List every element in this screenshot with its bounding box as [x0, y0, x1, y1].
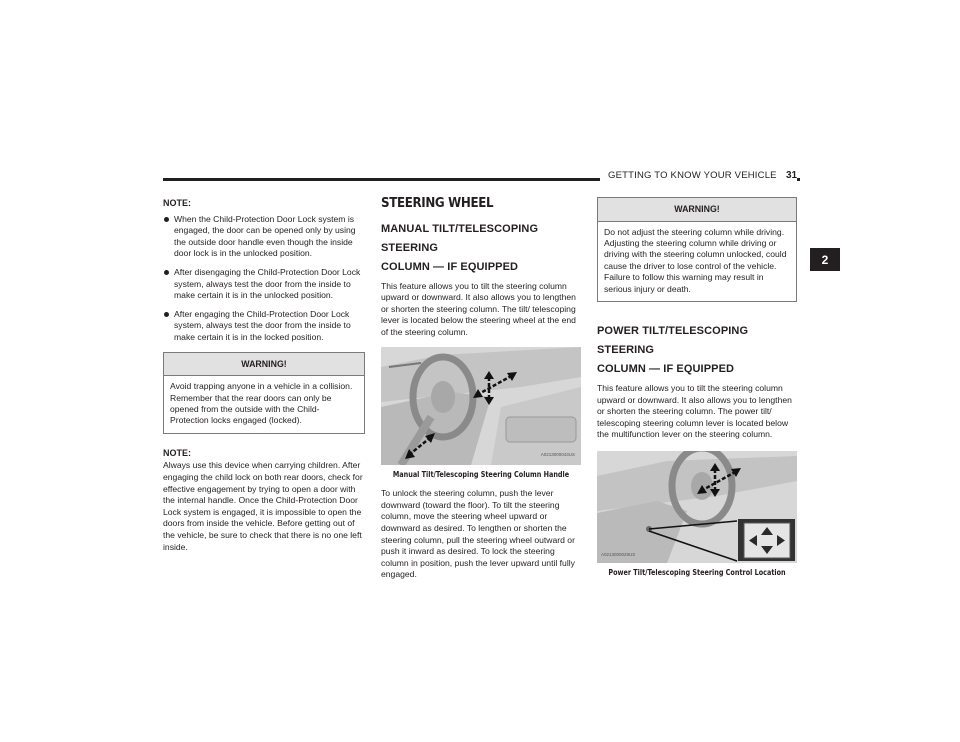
note-label: NOTE: — [163, 198, 191, 208]
subsection-title-line: MANUAL TILT/TELESCOPING STEERING — [381, 222, 539, 254]
subsection-title-power — [597, 322, 797, 379]
chapter-tab[interactable]: 2 — [810, 248, 840, 271]
warning-box-steering — [597, 197, 797, 302]
section-title: STEERING WHEEL — [381, 195, 494, 211]
subsection-title-line: COLUMN — IF EQUIPPED — [597, 363, 735, 376]
figure-code: A0213000043US — [540, 451, 575, 457]
figure-caption: Manual Tilt/Telescoping Steering Column Handle — [392, 469, 570, 479]
column-3 — [597, 197, 797, 587]
note-text: Always use this device when carrying children. After engaging the child lock on both rear doors, check for effective engagement by trying to open a door with the internal handle. Once the Child-Protection Door Lock system is engaged, it is impossible to open the doors from inside the vehicle. Before getting out of the vehicle, be sure to check that there is no one left inside. — [163, 460, 363, 552]
subsection-title-manual — [381, 220, 581, 277]
list-item: After disengaging the Child-Protection Door Lock system, always test the door from the inside to make certain it is in the unlocked position. — [163, 267, 365, 302]
warning-box-collision — [163, 352, 365, 434]
figure-manual-steering-column — [381, 347, 581, 465]
note-label: NOTE: — [163, 447, 191, 458]
list-item: After engaging the Child-Protection Door Lock system, always test the door from the inside to make certain it is in the locked position. — [163, 309, 365, 344]
paragraph: This feature allows you to tilt the steering column upward or downward. It also allows you to lengthen or shorten the steering column. The power tilt/ telescoping steering column lever is located below the multifunction lever on the steering column. — [597, 383, 792, 440]
column-1 — [163, 198, 365, 559]
list-item: When the Child-Protection Door Lock system is engaged, the door can be opened only by using the outside door handle even though the inside door lock is in the unlocked position. — [163, 214, 365, 260]
subsection-title-line: COLUMN — IF EQUIPPED — [381, 260, 519, 273]
steering-column-illustration — [381, 347, 581, 465]
paragraph: To unlock the steering column, push the lever downward (toward the floor). To tilt the steering column, move the steering wheel upward or downward as desired. To lengthen or shorten the steering column, pull the steering wheel outward or push it inward as desired. To lock the steering column in position, push the lever upward until fully engaged. — [381, 488, 575, 580]
warning-title: WARNING! — [164, 353, 364, 377]
paragraph: This feature allows you to tilt the steering column upward or downward. It also allows you to lengthen or shorten the steering column. The tilt/ telescoping lever is located below the steering wheel at the end of the steering column. — [381, 280, 576, 337]
column-2 — [381, 195, 581, 587]
page-number: 31 — [780, 170, 797, 181]
note-bullet-list — [163, 214, 365, 344]
power-steering-illustration — [597, 451, 797, 563]
warning-text: Do not adjust the steering column while driving. Adjusting the steering column while driving or driving with the steering column unlocked, could cause the driver to lose control of the vehicle. Failure to follow this warning may result in serious injury or death. — [604, 226, 787, 294]
figure-code: A0213000029US — [601, 552, 636, 558]
warning-text: Avoid trapping anyone in a vehicle in a collision. Remember that the rear doors can only be opened from the outside with the Child-Protection locks engaged (locked). — [170, 381, 353, 426]
subsection-title-line: POWER TILT/TELESCOPING STEERING — [597, 325, 749, 357]
figure-power-steering-control — [597, 451, 797, 563]
warning-title: WARNING! — [598, 198, 796, 222]
figure-caption: Power Tilt/Telescoping Steering Control Location — [608, 568, 786, 577]
header-section-title: GETTING TO KNOW YOUR VEHICLE — [600, 170, 785, 181]
